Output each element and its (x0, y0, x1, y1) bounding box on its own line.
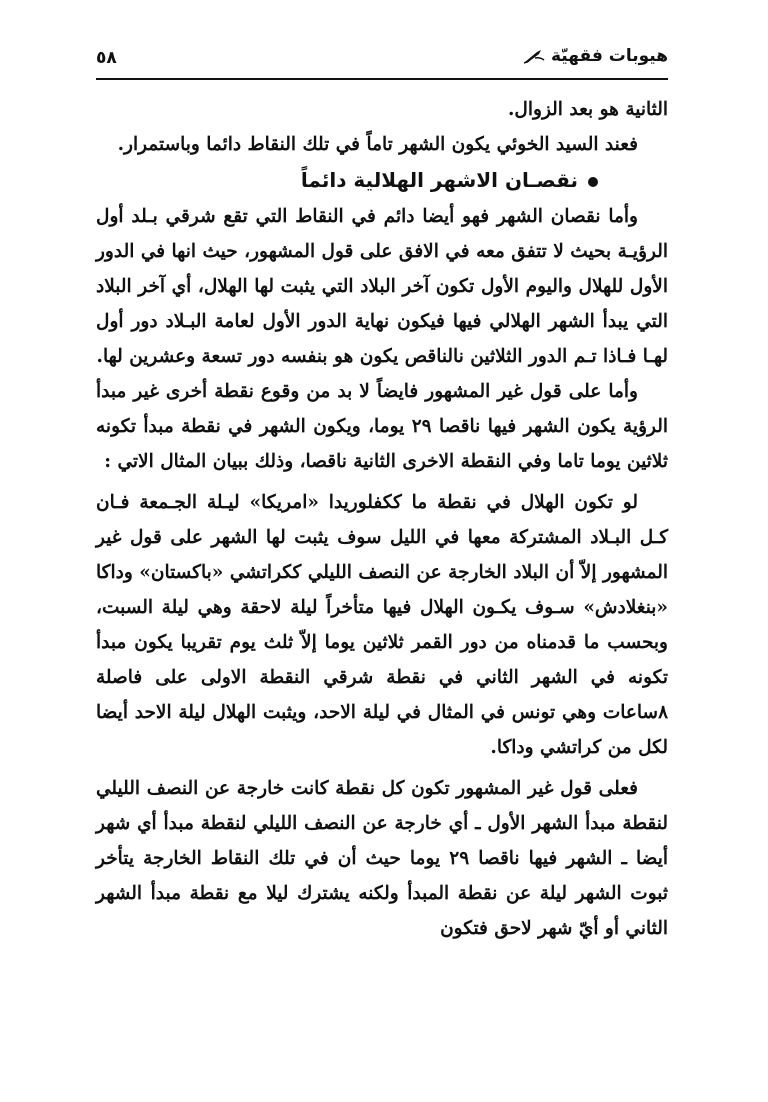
paragraph-1: الثانية هو بعد الزوال. (507, 99, 668, 120)
pen-icon (523, 48, 545, 64)
paragraph-2: فعند السيد الخوئي يكون الشهر تاماً في تلك النقاط دائما وباستمرار. (117, 134, 638, 155)
paragraph-4: وأما على قول غير المشهور فايضاً لا بد من وقوع نقطة أخرى غير مبدأ الرؤية يكون الشهر فيها ناقصا ٢٩ يوما، ويكون الشهر في نقطة مبدأ تكونه ثلاثين يوما تاما وفي النقطة الاخرى الثانية ناقصا، وذلك ببيان المثال الاتي : (96, 381, 668, 472)
header-rule (96, 78, 668, 80)
section-heading (96, 162, 668, 199)
section-heading-text: نقصـان الاشهر الهلالية دائماً (300, 168, 578, 192)
paragraph-5: لو تكون الهلال في نقطة ما ككفلوريدا «امريكا» ليـلة الجـمعة فـان كـل البـلاد المشتركة معها في الليل سوف يثبت لها الشهر على قول غير المشهور إلاّ أن البلاد الخارجة عن النصف الليلي ككراتشي «باكستان» وداكا «بنغلادش» سـوف يكـون الهلال فيها متأخراً ليلة لاحقة وهي ليلة السبت، وبحسب ما قدمناه من دور القمر ثلاثين يوما إلاّ ثلث يوم تقريبا يكون مبدأ تكونه في الشهر الثاني في نقطة شرقي النقطة الاولى على فاصلة ٨ساعات وهي تونس في المثال في ليلة الاحد، ويثبت الهلال ليلة الاحد أيضا لكل من كراتشي وداكا. (96, 492, 668, 758)
body-text (96, 92, 668, 946)
paragraph-6: فعلى قول غير المشهور تكون كل نقطة كانت خارجة عن النصف الليلي لنقطة مبدأ الشهر الأول ـ أي خارجة عن النصف الليلي لنقطة مبدأ أي شهر أيضا ـ الشهر فيها ناقصا ٢٩ يوما حيث أن في تلك النقاط الخارجة يتأخر ثبوت الشهر ليلة عن نقطة المبدأ ولكنه يشترك ليلا مع نقطة مبدأ الشهر الثاني أو أيّ شهر لاحق فتكون (96, 778, 668, 939)
book-title-group (523, 46, 668, 66)
bullet-icon (588, 177, 598, 187)
paragraph-3: وأما نقصان الشهر فهو أيضا دائم في النقاط التي تقع شرقي بـلد أول الرؤيـة بحيث لا تتفق معه في الافق على قول المشهور، حيث انها في الدور الأول للهلال واليوم الأول تكون آخر البلاد التي يثبت لها الهلال، أي آخر البلاد التي يبدأ الشهر الهلالي فيها فيكون نهاية الدور الأول لعامة البـلاد دور أول لهـا فـاذا تـم الدور الثلاثين نالناقص يكون هو بنفسه دور تسعة وعشرين لها. (96, 206, 668, 367)
book-title: هيوبات فقهيّة (551, 46, 668, 66)
page-number: ٥٨ (96, 48, 117, 68)
running-header (96, 42, 668, 82)
